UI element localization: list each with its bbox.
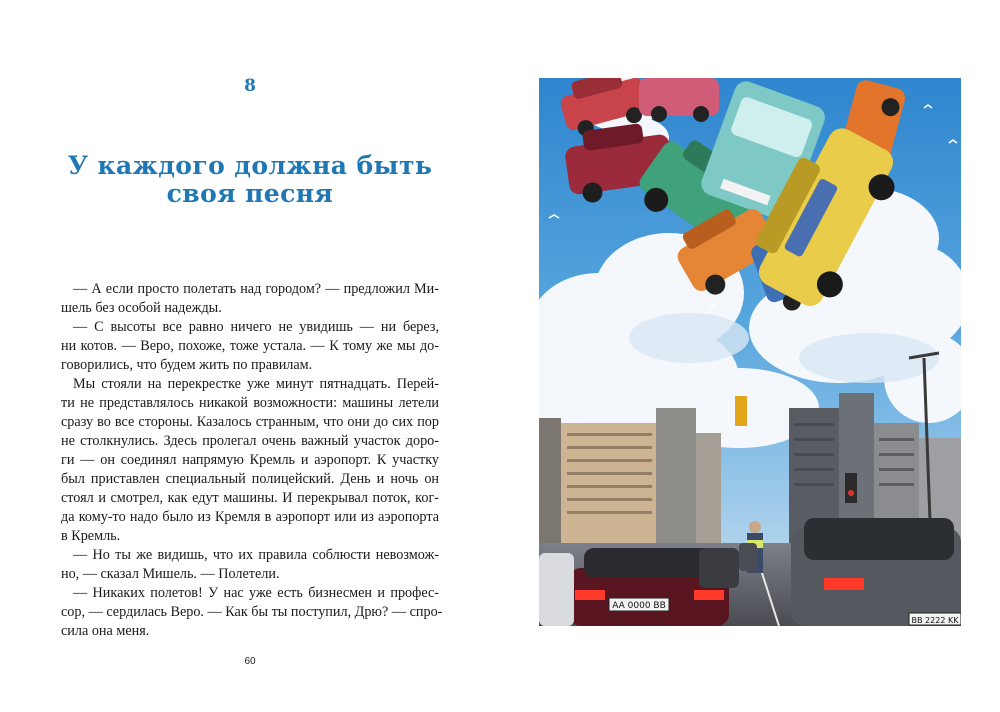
text-line: шель без особой надежды. bbox=[61, 300, 222, 316]
text-line: ги — он соединял напрямую Кремль и аэропорт. К участку bbox=[61, 452, 439, 468]
text-line: стоял и смотрел, как едут машины. И перекрывал поток, ког- bbox=[61, 490, 439, 506]
text-line: сор, — сердилась Веро. — Как бы ты поступил, Дрю? — спро- bbox=[61, 604, 443, 620]
text-line: был приставлен специальный полицейский. День и ночь он bbox=[61, 471, 439, 487]
text-line: сразу во все стороны. Казалось странным, что они до сих пор bbox=[61, 414, 439, 430]
chapter-title-line: своя песня bbox=[166, 179, 334, 208]
text-line: — А если просто полетать над городом? — предложил Ми- bbox=[73, 281, 439, 297]
text-line: не столкнулись. Здесь пролегал очень важный участок доро- bbox=[61, 433, 439, 449]
text-line: в Кремль. bbox=[61, 528, 121, 544]
text-line: сила она меня. bbox=[61, 623, 150, 639]
text-line: ни котов. — Веро, похоже, тоже устала. — К тому же мы до- bbox=[61, 338, 439, 354]
flying-cars-illustration bbox=[539, 78, 961, 626]
flying-car-pink bbox=[639, 78, 719, 122]
license-plate: AA 0000 BB bbox=[612, 601, 666, 611]
chapter-number: 8 bbox=[244, 76, 256, 96]
text-line: ти не представлялось никакой возможности: машины летели bbox=[61, 395, 439, 411]
text-line: да кому-то надо было из Кремля в аэропорт или из аэропорта bbox=[61, 509, 439, 525]
chapter-title bbox=[60, 152, 440, 208]
chapter-title-line: У каждого должна быть bbox=[67, 151, 433, 180]
ground-car-right bbox=[791, 518, 961, 626]
license-plate: BB 2222 KK bbox=[911, 616, 959, 625]
traffic-light bbox=[735, 396, 747, 426]
text-line: — Никаких полетов! У нас уже есть бизнесмен и профес- bbox=[73, 585, 439, 601]
text-line: — С высоты все равно ничего не увидишь — ни берез, bbox=[73, 319, 439, 335]
body-text bbox=[61, 280, 443, 641]
page-number: 60 bbox=[244, 656, 256, 667]
text-line: но, — сказал Мишель. — Полетели. bbox=[61, 566, 280, 582]
text-line: Мы стояли на перекрестке уже минут пятнадцать. Перей- bbox=[73, 376, 439, 392]
text-line: говорились, что будем жить по правилам. bbox=[61, 357, 313, 373]
text-line: — Но ты же видишь, что их правила соблюсти невозмож- bbox=[73, 547, 439, 563]
ground-car-white bbox=[539, 553, 574, 626]
